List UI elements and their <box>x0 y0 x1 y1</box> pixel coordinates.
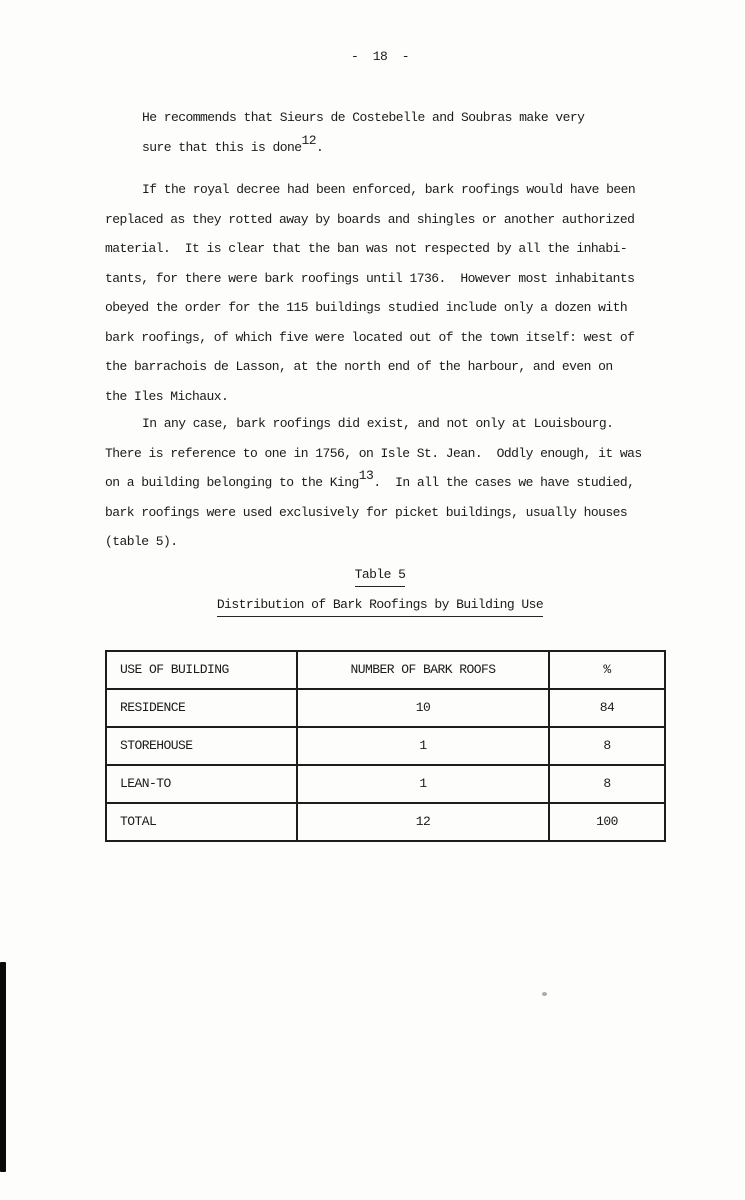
footnote-ref-12: 12 <box>301 132 317 148</box>
paragraph-line: bark roofings were used exclusively for picket buildings, usually houses <box>105 504 628 520</box>
cell-count: 1 <box>297 727 549 765</box>
table-header-number-of-bark-roofs: NUMBER OF BARK ROOFS <box>297 651 549 689</box>
table-row <box>106 689 665 727</box>
footnote-ref-13: 13 <box>358 468 374 483</box>
cell-use: LEAN-TO <box>106 765 297 803</box>
paragraph-line: tants, for there were bark roofings until 1736. However most inhabitants <box>105 270 635 286</box>
quote-line: He recommends that Sieurs de Costebelle and Soubras make very <box>142 110 585 125</box>
paragraph-line: (table 5). <box>105 534 178 549</box>
quote-line: sure that this is done12. <box>142 132 324 155</box>
table-caption-number-text: Table 5 <box>355 565 406 587</box>
cell-pct: 8 <box>549 765 665 803</box>
scan-edge-artifact-bar <box>0 962 6 1172</box>
table-caption-number <box>15 565 745 585</box>
cell-pct: 100 <box>549 803 665 841</box>
table-header-percent: % <box>549 651 665 689</box>
table-row <box>106 765 665 803</box>
cell-count: 1 <box>297 765 549 803</box>
page-number: - 18 - <box>350 49 409 64</box>
paragraph-bark-roofings <box>105 409 642 557</box>
table-row <box>106 727 665 765</box>
table-header-use-of-building: USE OF BUILDING <box>106 651 297 689</box>
scan-speck-artifact <box>542 992 547 996</box>
paragraph-line: In any case, bark roofings did exist, and not only at Louisbourg. <box>142 416 614 431</box>
paragraph-line: the Iles Michaux. <box>105 388 229 404</box>
table-header-row <box>106 651 665 689</box>
table-caption-title-text: Distribution of Bark Roofings by Building Use <box>217 595 543 617</box>
paragraph-line: There is reference to one in 1756, on Isle St. Jean. Oddly enough, it was <box>105 445 642 461</box>
cell-count: 10 <box>297 689 549 727</box>
cell-pct: 84 <box>549 689 665 727</box>
cell-use: RESIDENCE <box>106 689 297 727</box>
paragraph-royal-decree <box>105 175 635 411</box>
table-caption-title <box>15 595 745 615</box>
paragraph-line: If the royal decree had been enforced, bark roofings would have been <box>142 182 636 197</box>
paragraph-line: replaced as they rotted away by boards and shingles or another authorized <box>105 211 635 227</box>
paragraph-line: the barrachois de Lasson, at the north end of the harbour, and even on <box>105 359 613 374</box>
cell-use: STOREHOUSE <box>106 727 297 765</box>
cell-use: TOTAL <box>106 803 297 841</box>
paragraph-line: obeyed the order for the 115 buildings studied include only a dozen with <box>105 300 628 315</box>
paragraph-line: bark roofings, of which five were located out of the town itself: west of <box>105 329 635 345</box>
paragraph-line: material. It is clear that the ban was not respected by all the inhabi- <box>105 241 628 256</box>
table-row <box>106 803 665 841</box>
cell-pct: 8 <box>549 727 665 765</box>
cell-count: 12 <box>297 803 549 841</box>
table-5 <box>105 650 666 842</box>
paragraph-line: on a building belonging to the King13. In all the cases we have studied, <box>105 468 635 490</box>
quote-paragraph <box>142 103 584 162</box>
